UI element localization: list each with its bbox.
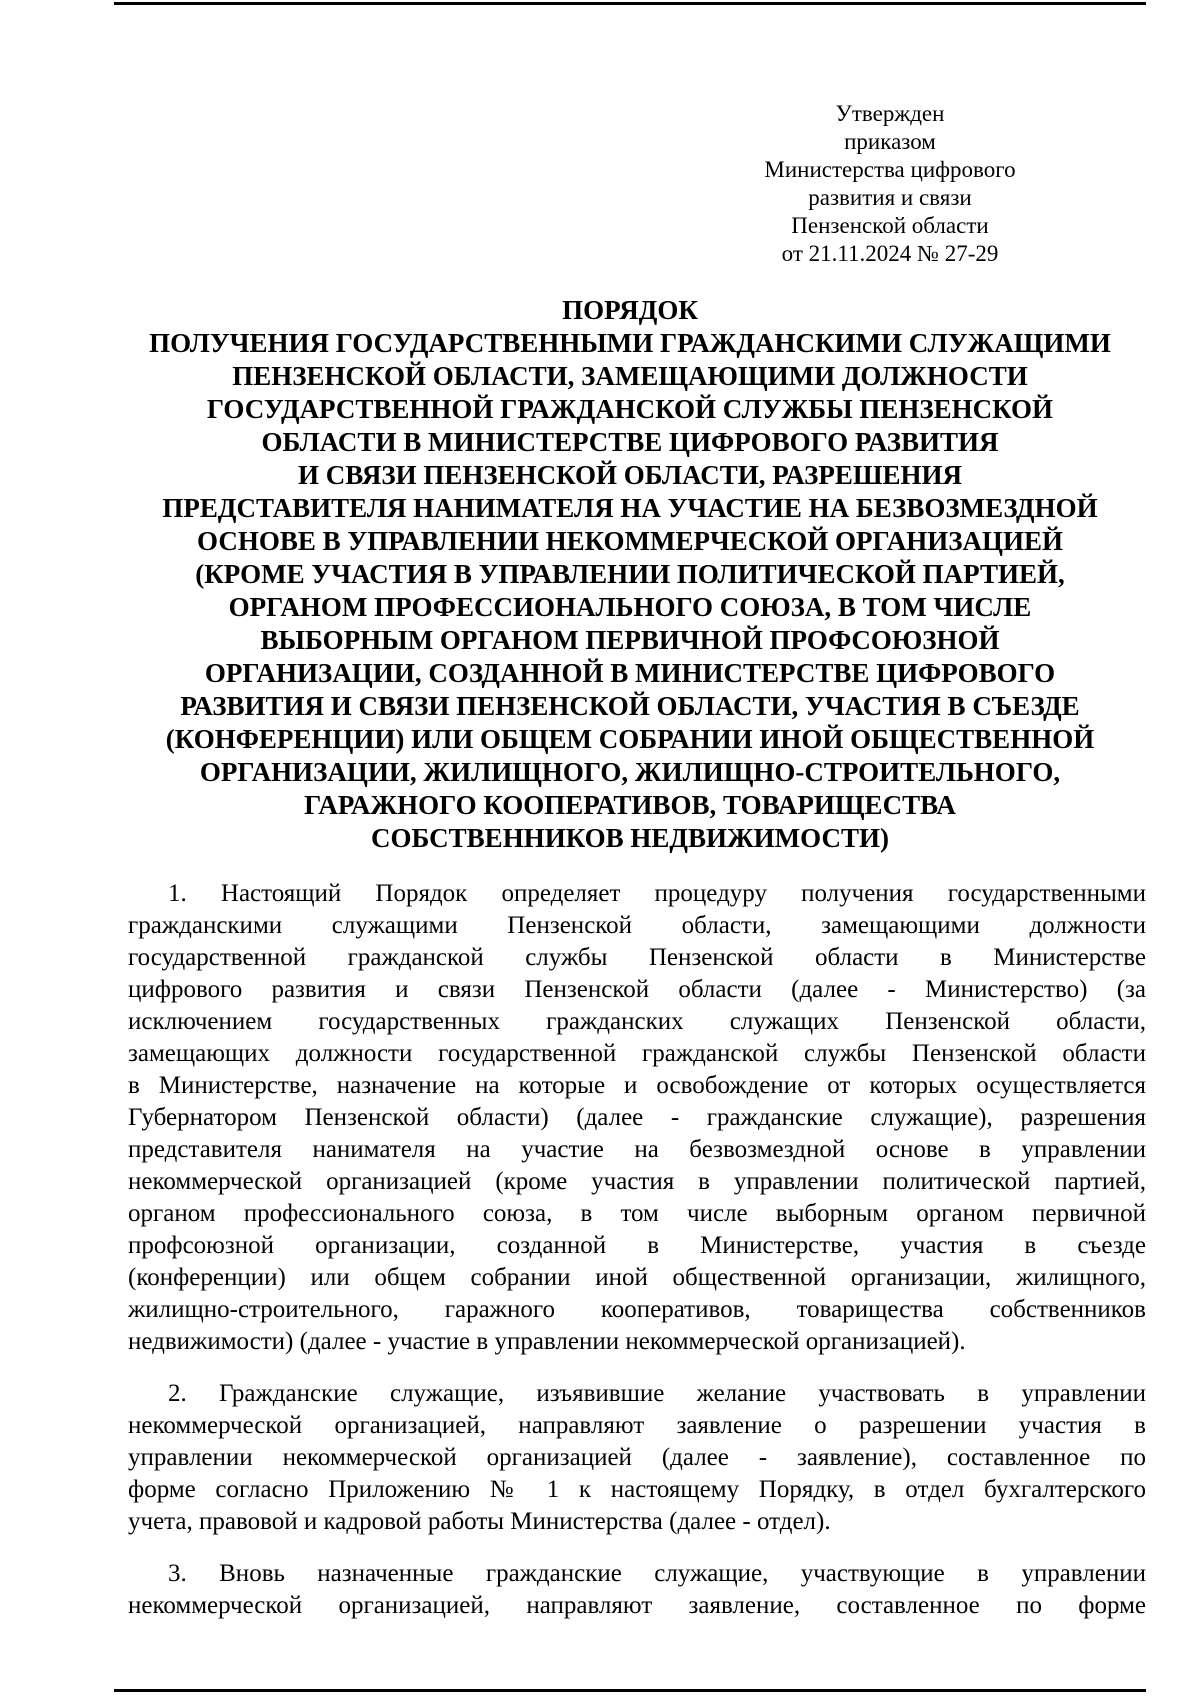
paragraph-line: управлении некоммерческой организацией (далее - заявление), составленное по	[128, 1444, 1146, 1471]
top-rule	[114, 2, 1146, 5]
paragraph-line: исключением государственных гражданских служащих Пензенской области,	[128, 1008, 1146, 1035]
paragraph-line: форме согласно Приложению № 1 к настоящему Порядку, в отдел бухгалтерского	[128, 1476, 1146, 1503]
paragraph-line: в Министерстве, назначение на которые и освобождение от которых осуществляется	[128, 1072, 1146, 1099]
approval-line: Пензенской области	[791, 213, 989, 238]
paragraph-line: государственной гражданской службы Пензенской области в Министерстве	[128, 944, 1146, 971]
title-line: ОРГАНИЗАЦИИ, ЖИЛИЩНОГО, ЖИЛИЩНО-СТРОИТЕЛЬНОГО,	[199, 757, 1061, 787]
title-line: СОБСТВЕННИКОВ НЕДВИЖИМОСТИ)	[371, 823, 889, 853]
title-line: И СВЯЗИ ПЕНЗЕНСКОЙ ОБЛАСТИ, РАЗРЕШЕНИЯ	[297, 460, 963, 490]
title-line: ОБЛАСТИ В МИНИСТЕРСТВЕ ЦИФРОВОГО РАЗВИТИЯ	[261, 427, 999, 457]
paragraph-line: представителя нанимателя на участие на безвозмездной основе в управлении	[128, 1136, 1146, 1163]
paragraph-line: учета, правовой и кадровой работы Министерства (далее - отдел).	[128, 1508, 831, 1535]
paragraph-line: 2. Гражданские служащие, изъявившие желание участвовать в управлении	[168, 1380, 1146, 1407]
paragraph-line: недвижимости) (далее - участие в управлении некоммерческой организацией).	[128, 1328, 966, 1355]
approval-line: от 21.11.2024 № 27-29	[781, 241, 999, 266]
approval-stamp	[700, 100, 1080, 268]
title-line: ПЕНЗЕНСКОЙ ОБЛАСТИ, ЗАМЕЩАЮЩИМИ ДОЛЖНОСТИ	[232, 361, 1028, 391]
title-line: (КОНФЕРЕНЦИИ) ИЛИ ОБЩЕМ СОБРАНИИ ИНОЙ ОБЩЕСТВЕННОЙ	[165, 724, 1095, 754]
approval-line: Утвержден	[835, 101, 945, 126]
paragraph-line: некоммерческой организацией, направляют заявление, составленное по форме	[128, 1592, 1146, 1619]
paragraph-line: некоммерческой организацией (кроме участия в управлении политической партией,	[128, 1168, 1146, 1195]
paragraph-1	[128, 878, 1146, 1358]
paragraph-line: жилищно-строительного, гаражного кооперативов, товарищества собственников	[128, 1296, 1146, 1323]
title-line: (КРОМЕ УЧАСТИЯ В УПРАВЛЕНИИ ПОЛИТИЧЕСКОЙ ПАРТИЕЙ,	[195, 559, 1065, 589]
paragraph-line: некоммерческой организацией, направляют заявление о разрешении участия в	[128, 1412, 1146, 1439]
title-line: ГОСУДАРСТВЕННОЙ ГРАЖДАНСКОЙ СЛУЖБЫ ПЕНЗЕНСКОЙ	[206, 394, 1054, 424]
paragraph-3	[128, 1558, 1146, 1622]
document-body	[128, 878, 1146, 1642]
paragraph-line: 1. Настоящий Порядок определяет процедуру получения государственными	[168, 880, 1146, 907]
paragraph-line: замещающих должности государственной гражданской службы Пензенской области	[128, 1040, 1146, 1067]
bottom-rule	[114, 1689, 1146, 1692]
title-line: РАЗВИТИЯ И СВЯЗИ ПЕНЗЕНСКОЙ ОБЛАСТИ, УЧАСТИЯ В СЪЕЗДЕ	[180, 691, 1080, 721]
paragraph-line: 3. Вновь назначенные гражданские служащие, участвующие в управлении	[168, 1560, 1146, 1587]
paragraph-line: Губернатором Пензенской области) (далее - гражданские служащие), разрешения	[128, 1104, 1146, 1131]
approval-line: Министерства цифрового	[764, 157, 1016, 182]
title-line: ОСНОВЕ В УПРАВЛЕНИИ НЕКОММЕРЧЕСКОЙ ОРГАНИЗАЦИЕЙ	[197, 526, 1063, 556]
title-line: ОРГАНОМ ПРОФЕССИОНАЛЬНОГО СОЮЗА, В ТОМ ЧИСЛЕ	[228, 592, 1032, 622]
title-line: ПРЕДСТАВИТЕЛЯ НАНИМАТЕЛЯ НА УЧАСТИЕ НА БЕЗВОЗМЕЗДНОЙ	[162, 493, 1098, 523]
paragraph-line: органом профессионального союза, в том числе выборным органом первичной	[128, 1200, 1146, 1227]
approval-line: развития и связи	[808, 185, 972, 210]
paragraph-line: гражданскими служащими Пензенской области, замещающими должности	[128, 912, 1146, 939]
title-heading: ПОРЯДОК	[562, 295, 698, 325]
approval-line: приказом	[844, 129, 936, 154]
title-line: ВЫБОРНЫМ ОРГАНОМ ПЕРВИЧНОЙ ПРОФСОЮЗНОЙ	[260, 625, 1000, 655]
paragraph-2	[128, 1378, 1146, 1538]
paragraph-line: цифрового развития и связи Пензенской области (далее - Министерство) (за	[128, 976, 1146, 1003]
title-line: ОРГАНИЗАЦИИ, СОЗДАННОЙ В МИНИСТЕРСТВЕ ЦИФРОВОГО	[204, 658, 1056, 688]
paragraph-line: (конференции) или общем собрании иной общественной организации, жилищного,	[128, 1264, 1146, 1291]
document-title	[118, 294, 1142, 855]
title-line: ГАРАЖНОГО КООПЕРАТИВОВ, ТОВАРИЩЕСТВА	[304, 790, 956, 820]
paragraph-line: профсоюзной организации, созданной в Министерстве, участия в съезде	[128, 1232, 1146, 1259]
title-line: ПОЛУЧЕНИЯ ГОСУДАРСТВЕННЫМИ ГРАЖДАНСКИМИ СЛУЖАЩИМИ	[149, 328, 1111, 358]
